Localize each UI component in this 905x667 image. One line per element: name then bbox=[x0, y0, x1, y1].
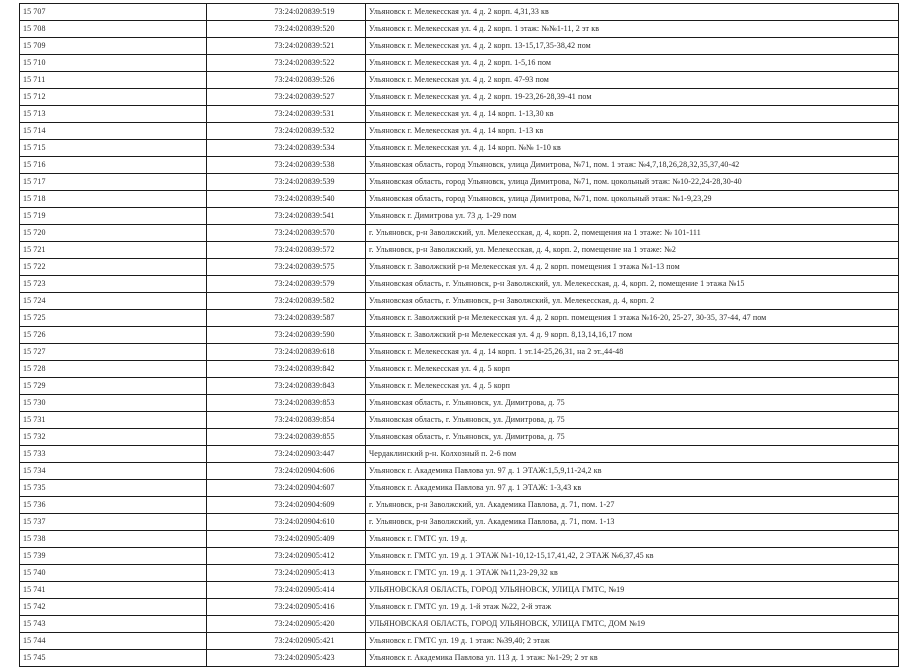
table-row bbox=[20, 157, 899, 174]
cadastral-number-cell: 73:24:020905:421 bbox=[207, 633, 366, 650]
cadastral-number-cell: 73:24:020839:539 bbox=[207, 174, 366, 191]
cadastral-number-cell: 73:24:020839:587 bbox=[207, 310, 366, 327]
table-row bbox=[20, 446, 899, 463]
table-row bbox=[20, 21, 899, 38]
registry-table bbox=[19, 3, 899, 667]
cadastral-number-cell: 73:24:020839:854 bbox=[207, 412, 366, 429]
row-number-cell: 15 714 bbox=[20, 123, 207, 140]
address-cell: Ульяновск г. Академика Павлова ул. 97 д. 1 ЭТАЖ: 1-3,43 кв bbox=[366, 480, 899, 497]
address-cell: Ульяновск г. Димитрова ул. 73 д. 1-29 пом bbox=[366, 208, 899, 225]
row-number-cell: 15 744 bbox=[20, 633, 207, 650]
address-cell: Ульяновская область, г. Ульяновск, ул. Димитрова, д. 75 bbox=[366, 395, 899, 412]
address-cell: Ульяновская область, г. Ульяновск, р-н Заволжский, ул. Мелекесская, д. 4, корп. 2, помещение 1 этажа №15 bbox=[366, 276, 899, 293]
address-cell: Чердаклинский р-н. Колхозный п. 2-6 пом bbox=[366, 446, 899, 463]
row-number-cell: 15 723 bbox=[20, 276, 207, 293]
address-cell: Ульяновск г. ГМТС ул. 19 д. 1 этаж: №39,40; 2 этаж bbox=[366, 633, 899, 650]
cadastral-number-cell: 73:24:020839:572 bbox=[207, 242, 366, 259]
table-row bbox=[20, 650, 899, 667]
cadastral-number-cell: 73:24:020839:855 bbox=[207, 429, 366, 446]
cadastral-number-cell: 73:24:020904:610 bbox=[207, 514, 366, 531]
table-row bbox=[20, 4, 899, 21]
cadastral-number-cell: 73:24:020839:582 bbox=[207, 293, 366, 310]
cadastral-number-cell: 73:24:020839:618 bbox=[207, 344, 366, 361]
table-row bbox=[20, 565, 899, 582]
row-number-cell: 15 745 bbox=[20, 650, 207, 667]
table-row bbox=[20, 497, 899, 514]
address-cell: Ульяновск г. ГМТС ул. 19 д. 1-й этаж №22, 2-й этаж bbox=[366, 599, 899, 616]
address-cell: Ульяновская область, город Ульяновск, улица Димитрова, №71, пом. цокольный этаж: №1-9,23,29 bbox=[366, 191, 899, 208]
cadastral-number-cell: 73:24:020839:522 bbox=[207, 55, 366, 72]
cadastral-number-cell: 73:24:020839:570 bbox=[207, 225, 366, 242]
address-cell: Ульяновская область, г. Ульяновск, ул. Димитрова, д. 75 bbox=[366, 412, 899, 429]
row-number-cell: 15 708 bbox=[20, 21, 207, 38]
row-number-cell: 15 719 bbox=[20, 208, 207, 225]
address-cell: г. Ульяновск, р-н Заволжский, ул. Мелекесская, д. 4, корп. 2, помещения на 1 этаже: № 101-111 bbox=[366, 225, 899, 242]
address-cell: Ульяновск г. Мелекесская ул. 4 д. 2 корп. 19-23,26-28,39-41 пом bbox=[366, 89, 899, 106]
table-row bbox=[20, 531, 899, 548]
cadastral-number-cell: 73:24:020839:526 bbox=[207, 72, 366, 89]
table-row bbox=[20, 480, 899, 497]
table-row bbox=[20, 378, 899, 395]
cadastral-number-cell: 73:24:020905:423 bbox=[207, 650, 366, 667]
cadastral-number-cell: 73:24:020839:540 bbox=[207, 191, 366, 208]
row-number-cell: 15 731 bbox=[20, 412, 207, 429]
cadastral-number-cell: 73:24:020904:609 bbox=[207, 497, 366, 514]
table-row bbox=[20, 259, 899, 276]
row-number-cell: 15 707 bbox=[20, 4, 207, 21]
address-cell: Ульяновск г. ГМТС ул. 19 д. 1 ЭТАЖ №11,23-29,32 кв bbox=[366, 565, 899, 582]
row-number-cell: 15 739 bbox=[20, 548, 207, 565]
table-row bbox=[20, 225, 899, 242]
cadastral-number-cell: 73:24:020839:532 bbox=[207, 123, 366, 140]
address-cell: г. Ульяновск, р-н Заволжский, ул. Мелекесская, д. 4, корп. 2, помещение на 1 этаже: №2 bbox=[366, 242, 899, 259]
cadastral-number-cell: 73:24:020839:842 bbox=[207, 361, 366, 378]
row-number-cell: 15 720 bbox=[20, 225, 207, 242]
cadastral-number-cell: 73:24:020903:447 bbox=[207, 446, 366, 463]
table-row bbox=[20, 276, 899, 293]
table-row bbox=[20, 395, 899, 412]
row-number-cell: 15 718 bbox=[20, 191, 207, 208]
row-number-cell: 15 727 bbox=[20, 344, 207, 361]
row-number-cell: 15 712 bbox=[20, 89, 207, 106]
address-cell: Ульяновск г. Мелекесская ул. 4 д. 2 корп. 1-5,16 пом bbox=[366, 55, 899, 72]
row-number-cell: 15 733 bbox=[20, 446, 207, 463]
row-number-cell: 15 741 bbox=[20, 582, 207, 599]
row-number-cell: 15 728 bbox=[20, 361, 207, 378]
table-row bbox=[20, 548, 899, 565]
cadastral-number-cell: 73:24:020839:853 bbox=[207, 395, 366, 412]
table-row bbox=[20, 89, 899, 106]
row-number-cell: 15 711 bbox=[20, 72, 207, 89]
cadastral-number-cell: 73:24:020839:527 bbox=[207, 89, 366, 106]
row-number-cell: 15 713 bbox=[20, 106, 207, 123]
row-number-cell: 15 734 bbox=[20, 463, 207, 480]
address-cell: г. Ульяновск, р-н Заволжский, ул. Академика Павлова, д. 71, пом. 1-27 bbox=[366, 497, 899, 514]
row-number-cell: 15 724 bbox=[20, 293, 207, 310]
address-cell: Ульяновск г. Академика Павлова ул. 113 д. 1 этаж: №1-29; 2 эт кв bbox=[366, 650, 899, 667]
registry-table-body bbox=[20, 4, 899, 667]
address-cell: УЛЬЯНОВСКАЯ ОБЛАСТЬ, ГОРОД УЛЬЯНОВСК, УЛИЦА ГМТС, №19 bbox=[366, 582, 899, 599]
table-row bbox=[20, 174, 899, 191]
row-number-cell: 15 710 bbox=[20, 55, 207, 72]
row-number-cell: 15 721 bbox=[20, 242, 207, 259]
table-row bbox=[20, 191, 899, 208]
table-row bbox=[20, 55, 899, 72]
cadastral-number-cell: 73:24:020905:413 bbox=[207, 565, 366, 582]
table-row bbox=[20, 38, 899, 55]
address-cell: Ульяновская область, город Ульяновск, улица Димитрова, №71, пом. 1 этаж: №4,7,18,26,28,32,35,37,40-42 bbox=[366, 157, 899, 174]
row-number-cell: 15 736 bbox=[20, 497, 207, 514]
cadastral-number-cell: 73:24:020905:412 bbox=[207, 548, 366, 565]
address-cell: Ульяновск г. ГМТС ул. 19 д. bbox=[366, 531, 899, 548]
table-row bbox=[20, 344, 899, 361]
cadastral-number-cell: 73:24:020839:531 bbox=[207, 106, 366, 123]
address-cell: Ульяновск г. Мелекесская ул. 4 д. 14 корп. №№ 1-10 кв bbox=[366, 140, 899, 157]
address-cell: Ульяновская область, г. Ульяновск, р-н Заволжский, ул. Мелекесская, д. 4, корп. 2 bbox=[366, 293, 899, 310]
cadastral-number-cell: 73:24:020839:519 bbox=[207, 4, 366, 21]
cadastral-number-cell: 73:24:020839:521 bbox=[207, 38, 366, 55]
row-number-cell: 15 730 bbox=[20, 395, 207, 412]
cadastral-number-cell: 73:24:020839:520 bbox=[207, 21, 366, 38]
cadastral-number-cell: 73:24:020904:606 bbox=[207, 463, 366, 480]
address-cell: Ульяновск г. Мелекесская ул. 4 д. 2 корп. 1 этаж: №№1-11, 2 эт кв bbox=[366, 21, 899, 38]
row-number-cell: 15 742 bbox=[20, 599, 207, 616]
address-cell: Ульяновск г. Заволжский р-н Мелекесская ул. 4 д. 2 корп. помещения 1 этажа №16-20, 25-27, 30-35, 37-44, 47 пом bbox=[366, 310, 899, 327]
address-cell: г. Ульяновск, р-н Заволжский, ул. Академика Павлова, д. 71, пом. 1-13 bbox=[366, 514, 899, 531]
cadastral-number-cell: 73:24:020839:538 bbox=[207, 157, 366, 174]
table-row bbox=[20, 616, 899, 633]
address-cell: Ульяновск г. Мелекесская ул. 4 д. 5 корп bbox=[366, 361, 899, 378]
cadastral-number-cell: 73:24:020839:590 bbox=[207, 327, 366, 344]
cadastral-number-cell: 73:24:020904:607 bbox=[207, 480, 366, 497]
table-row bbox=[20, 123, 899, 140]
table-row bbox=[20, 208, 899, 225]
row-number-cell: 15 738 bbox=[20, 531, 207, 548]
address-cell: Ульяновск г. Мелекесская ул. 4 д. 2 корп. 47-93 пом bbox=[366, 72, 899, 89]
table-row bbox=[20, 463, 899, 480]
table-row bbox=[20, 633, 899, 650]
address-cell: Ульяновск г. Мелекесская ул. 4 д. 2 корп. 4,31,33 кв bbox=[366, 4, 899, 21]
address-cell: Ульяновск г. Мелекесская ул. 4 д. 14 корп. 1-13,30 кв bbox=[366, 106, 899, 123]
row-number-cell: 15 722 bbox=[20, 259, 207, 276]
row-number-cell: 15 729 bbox=[20, 378, 207, 395]
table-row bbox=[20, 361, 899, 378]
row-number-cell: 15 740 bbox=[20, 565, 207, 582]
cadastral-number-cell: 73:24:020905:409 bbox=[207, 531, 366, 548]
table-row bbox=[20, 327, 899, 344]
cadastral-number-cell: 73:24:020839:843 bbox=[207, 378, 366, 395]
address-cell: Ульяновск г. ГМТС ул. 19 д. 1 ЭТАЖ №1-10,12-15,17,41,42, 2 ЭТАЖ №6,37,45 кв bbox=[366, 548, 899, 565]
cadastral-number-cell: 73:24:020839:534 bbox=[207, 140, 366, 157]
cadastral-number-cell: 73:24:020839:575 bbox=[207, 259, 366, 276]
cadastral-number-cell: 73:24:020839:541 bbox=[207, 208, 366, 225]
cadastral-number-cell: 73:24:020905:416 bbox=[207, 599, 366, 616]
table-row bbox=[20, 514, 899, 531]
row-number-cell: 15 743 bbox=[20, 616, 207, 633]
address-cell: Ульяновск г. Академика Павлова ул. 97 д. 1 ЭТАЖ:1,5,9,11-24,2 кв bbox=[366, 463, 899, 480]
address-cell: Ульяновск г. Заволжский р-н Мелекесская ул. 4 д. 9 корп. 8,13,14,16,17 пом bbox=[366, 327, 899, 344]
table-row bbox=[20, 293, 899, 310]
table-row bbox=[20, 72, 899, 89]
registry-sheet bbox=[19, 3, 898, 667]
row-number-cell: 15 726 bbox=[20, 327, 207, 344]
table-row bbox=[20, 412, 899, 429]
address-cell: Ульяновск г. Мелекесская ул. 4 д. 14 корп. 1 эт.14-25,26,31, на 2 эт.,44-48 bbox=[366, 344, 899, 361]
address-cell: Ульяновская область, г. Ульяновск, ул. Димитрова, д. 75 bbox=[366, 429, 899, 446]
table-row bbox=[20, 599, 899, 616]
address-cell: Ульяновск г. Мелекесская ул. 4 д. 5 корп bbox=[366, 378, 899, 395]
row-number-cell: 15 725 bbox=[20, 310, 207, 327]
cadastral-number-cell: 73:24:020839:579 bbox=[207, 276, 366, 293]
table-row bbox=[20, 140, 899, 157]
cadastral-number-cell: 73:24:020905:420 bbox=[207, 616, 366, 633]
row-number-cell: 15 735 bbox=[20, 480, 207, 497]
address-cell: Ульяновская область, город Ульяновск, улица Димитрова, №71, пом. цокольный этаж: №10-22,24-28,30-40 bbox=[366, 174, 899, 191]
table-row bbox=[20, 242, 899, 259]
row-number-cell: 15 737 bbox=[20, 514, 207, 531]
row-number-cell: 15 716 bbox=[20, 157, 207, 174]
row-number-cell: 15 709 bbox=[20, 38, 207, 55]
row-number-cell: 15 715 bbox=[20, 140, 207, 157]
address-cell: Ульяновск г. Мелекесская ул. 4 д. 14 корп. 1-13 кв bbox=[366, 123, 899, 140]
table-row bbox=[20, 582, 899, 599]
table-row bbox=[20, 310, 899, 327]
address-cell: Ульяновск г. Мелекесская ул. 4 д. 2 корп. 13-15,17,35-38,42 пом bbox=[366, 38, 899, 55]
row-number-cell: 15 717 bbox=[20, 174, 207, 191]
cadastral-number-cell: 73:24:020905:414 bbox=[207, 582, 366, 599]
table-row bbox=[20, 429, 899, 446]
table-row bbox=[20, 106, 899, 123]
row-number-cell: 15 732 bbox=[20, 429, 207, 446]
address-cell: Ульяновск г. Заволжский р-н Мелекесская ул. 4 д. 2 корп. помещения 1 этажа №1-13 пом bbox=[366, 259, 899, 276]
address-cell: УЛЬЯНОВСКАЯ ОБЛАСТЬ, ГОРОД УЛЬЯНОВСК, УЛИЦА ГМТС, ДОМ №19 bbox=[366, 616, 899, 633]
